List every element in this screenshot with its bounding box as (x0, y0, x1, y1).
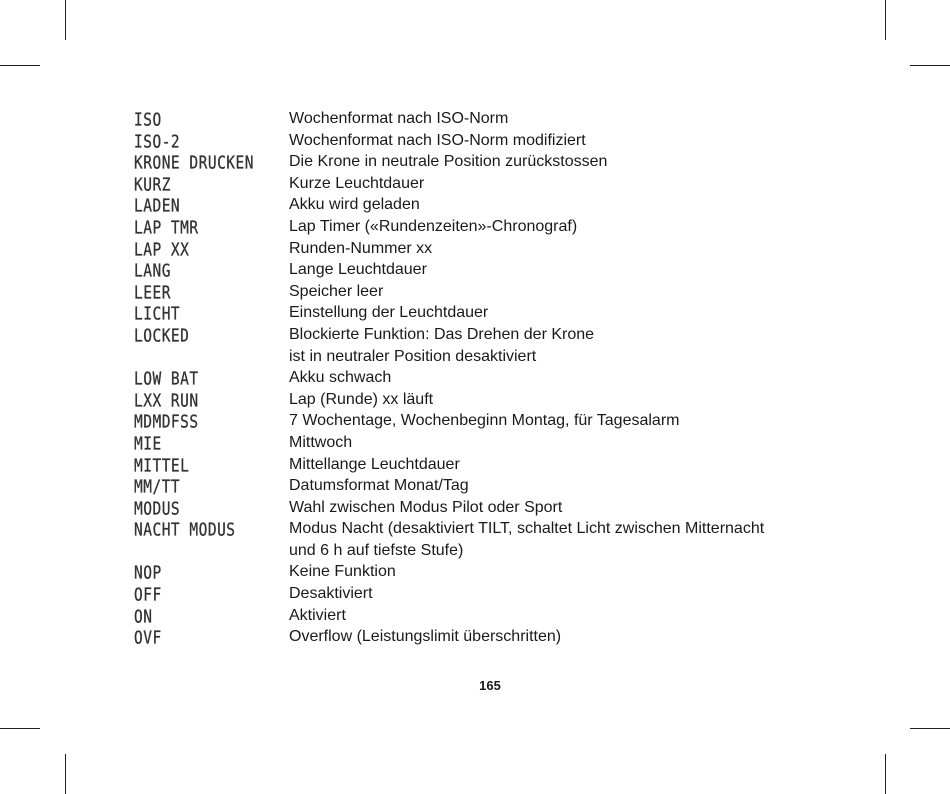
glossary-entry (134, 583, 814, 605)
glossary-entry (134, 389, 814, 411)
lcd-term: MDMDFSS (134, 412, 199, 433)
glossary-entry (134, 216, 814, 238)
description-line: und 6 h auf tiefste Stufe) (289, 541, 464, 559)
term-description (289, 259, 814, 281)
description-line: Akku wird geladen (289, 196, 420, 214)
crop-mark-top-right-vertical (885, 0, 886, 40)
lcd-term: ISO-2 (134, 132, 181, 153)
glossary-entry (134, 173, 814, 195)
lcd-term: KURZ (134, 175, 171, 196)
glossary-entry (134, 432, 814, 454)
lcd-term: NACHT MODUS (134, 520, 236, 541)
glossary-entry (134, 238, 814, 260)
description-line: Kurze Leuchtdauer (289, 174, 425, 192)
lcd-term: LAP XX (134, 240, 190, 261)
glossary-entry (134, 626, 814, 648)
lcd-term: LADEN (134, 196, 181, 217)
lcd-term: LICHT (134, 304, 181, 325)
lcd-term: ON (134, 607, 153, 628)
glossary-list (134, 108, 814, 648)
crop-mark-bottom-left-vertical (65, 754, 66, 794)
term-description (289, 302, 814, 324)
description-line: Speicher leer (289, 282, 384, 300)
description-line: Wochenformat nach ISO-Norm (289, 110, 509, 127)
lcd-term: LANG (134, 261, 171, 282)
page-number: 165 (479, 678, 501, 693)
description-line: Akku schwach (289, 369, 392, 387)
glossary-entry (134, 324, 814, 367)
glossary-entry (134, 259, 814, 281)
lcd-term: LOW BAT (134, 369, 199, 390)
description-line: Einstellung der Leuchtdauer (289, 304, 489, 322)
term-description (289, 518, 814, 561)
description-line: Lap (Runde) xx läuft (289, 390, 434, 408)
lcd-term: MODUS (134, 499, 181, 520)
crop-mark-bottom-right-vertical (885, 754, 886, 794)
lcd-term: LOCKED (134, 326, 190, 347)
term-description (289, 281, 814, 303)
glossary-entry (134, 151, 814, 173)
description-line: ist in neutraler Position desaktiviert (289, 347, 537, 365)
glossary-entry (134, 367, 814, 389)
glossary-entry (134, 518, 814, 561)
term-description (289, 497, 814, 519)
glossary-entry (134, 497, 814, 519)
term-description (289, 561, 814, 583)
crop-mark-bottom-right-horizontal (910, 728, 950, 729)
description-line: Mittellange Leuchtdauer (289, 455, 460, 473)
description-line: Blockierte Funktion: Das Drehen der Krone (289, 325, 595, 343)
term-description (289, 194, 814, 216)
description-line: Wahl zwischen Modus Pilot oder Sport (289, 498, 563, 516)
description-line: Die Krone in neutrale Position zurückstossen (289, 153, 608, 171)
crop-mark-top-left-horizontal (0, 65, 40, 66)
lcd-term: OFF (134, 585, 162, 606)
glossary-entry (134, 410, 814, 432)
lcd-term: MIE (134, 434, 162, 455)
description-line: Lange Leuchtdauer (289, 261, 427, 279)
glossary-entry (134, 302, 814, 324)
term-description (289, 108, 814, 130)
glossary-entry (134, 475, 814, 497)
description-line: Datumsformat Monat/Tag (289, 477, 469, 495)
description-line: 7 Wochentage, Wochenbeginn Montag, für Tagesalarm (289, 412, 680, 430)
term-description (289, 130, 814, 152)
description-line: Runden-Nummer xx (289, 239, 433, 257)
description-line: Lap Timer («Rundenzeiten»-Chronograf) (289, 217, 578, 235)
term-description (289, 432, 814, 454)
crop-mark-top-right-horizontal (910, 65, 950, 66)
glossary-entry (134, 281, 814, 303)
term-description (289, 238, 814, 260)
description-line: Overflow (Leistungslimit überschritten) (289, 628, 562, 646)
glossary-entry (134, 194, 814, 216)
glossary-entry (134, 108, 814, 130)
lcd-term: KRONE DRUCKEN (134, 153, 254, 174)
crop-mark-bottom-left-horizontal (0, 728, 40, 729)
description-line: Aktiviert (289, 606, 346, 624)
term-description (289, 605, 814, 627)
term-description (289, 367, 814, 389)
glossary-entry (134, 454, 814, 476)
description-line: Desaktiviert (289, 585, 373, 603)
glossary-entry (134, 561, 814, 583)
term-description (289, 583, 814, 605)
term-description (289, 454, 814, 476)
lcd-term: MM/TT (134, 477, 181, 498)
description-line: Keine Funktion (289, 563, 396, 581)
crop-mark-top-left-vertical (65, 0, 66, 40)
glossary-entry (134, 130, 814, 152)
term-description (289, 216, 814, 238)
lcd-term: LXX RUN (134, 391, 199, 412)
lcd-term: NOP (134, 563, 162, 584)
term-description (289, 410, 814, 432)
term-description (289, 324, 814, 367)
term-description (289, 475, 814, 497)
lcd-term: MITTEL (134, 456, 190, 476)
lcd-term: LAP TMR (134, 218, 199, 239)
lcd-term: ISO (134, 110, 162, 131)
term-description (289, 626, 814, 648)
description-line: Wochenformat nach ISO-Norm modifiziert (289, 131, 586, 149)
term-description (289, 173, 814, 195)
term-description (289, 151, 814, 173)
description-line: Modus Nacht (desaktiviert TILT, schaltet Licht zwischen Mitternacht (289, 520, 765, 538)
term-description (289, 389, 814, 411)
lcd-term: OVF (134, 628, 162, 649)
description-line: Mittwoch (289, 433, 353, 451)
glossary-entry (134, 605, 814, 627)
lcd-term: LEER (134, 283, 171, 304)
